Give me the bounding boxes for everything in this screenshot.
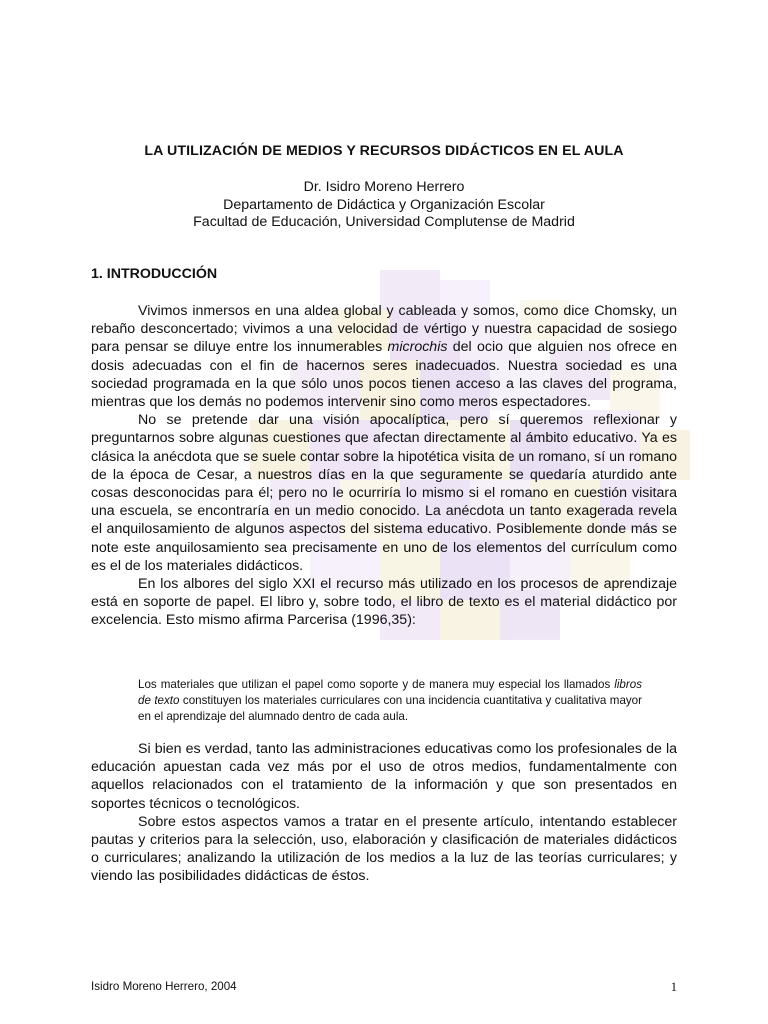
quote-part-b: constituyen los materiales curriculares con una incidencia cuantitativa y cualitativa mayor en el aprendizaje del alumnado dentro de cada aula.: [138, 693, 642, 723]
paragraph-5: Sobre estos aspectos vamos a tratar en el presente artículo, intentando establecer pautas y criterios para la selección, uso, elaboración y clasificación de materiales didácticos o curriculares; analizando la utilización de los medios a la luz de las teorías curriculares; y viendo las posibilidades didácticas de éstos.: [91, 813, 677, 885]
page-number: 1: [670, 980, 677, 994]
paragraph-1-emphasis: microchis: [387, 339, 448, 356]
paragraph-2: No se pretende dar una visión apocalíptica, pero sí queremos reflexionar y preguntarnos sobre algunas cuestiones que afectan directamente al ámbito educativo. Ya es clásica la anécdota que se suele contar sobre la hipotética visita de un romano, sí un romano de la época de Cesar, a nuestros días en la que seguramente se quedaría aturdido ante cosas desconocidas para él; pero no le ocurriría lo mismo si el romano en cuestión visitara una escuela, se encontraría en un medio conocido. La anécdota un tanto exagerada revela el anquilosamiento de algunos aspectos del sistema educativo. Posiblemente donde más se note este anquilosamiento sea precisamente en uno de los elementos del currículum como es el de los materiales didácticos.: [91, 412, 677, 574]
block-quote: [138, 677, 642, 724]
intro-body: [91, 302, 677, 630]
paragraph-1-part-b: del ocio que alguien nos ofrece en dosis adecuadas con el fin de hacernos seres inadecuados. Nuestra sociedad es una sociedad programada en la que sólo unos pocos tienen acceso a las claves del programa, mientras que los demás no podemos intervenir sino como meros espectadores.: [91, 339, 677, 411]
quote-emphasis: libros de texto: [138, 678, 642, 707]
section-heading: 1. INTRODUCCIÓN: [91, 266, 218, 282]
author-name: Dr. Isidro Moreno Herrero: [303, 179, 465, 195]
paragraph-1-part-a: Vivimos inmersos en una aldea global y cableada y somos, como dice Chomsky, un rebaño desconcertado; vivimos a una velocidad de vértigo y nuestra capacidad de sosiego para pensar se diluye entre los innumerables: [91, 303, 677, 356]
paragraph-3: En los albores del siglo XXI el recurso más utilizado en los procesos de aprendizaje está en soporte de papel. El libro y, sobre todo, el libro de texto es el material didáctico por excelencia. Esto mismo afirma Parcerisa (1996,35):: [91, 576, 677, 629]
quote-part-a: Los materiales que utilizan el papel como soporte y de manera muy especial los llamados: [138, 678, 615, 691]
document-title: LA UTILIZACIÓN DE MEDIOS Y RECURSOS DIDÁCTICOS EN EL AULA: [144, 143, 624, 159]
author-block: [0, 179, 768, 232]
quote-text: [138, 677, 642, 724]
paragraph-4: Si bien es verdad, tanto las administraciones educativas como los profesionales de la educación apuestan cada vez más por el uso de otros medios, fundamentalmente con aquellos relacionados con el tratamiento de la información y que son presentados en soportes técnicos o tecnológicos.: [91, 741, 677, 812]
footer-author: Isidro Moreno Herrero, 2004: [91, 980, 237, 993]
faculty-name: Facultad de Educación, Universidad Complutense de Madrid: [193, 214, 575, 230]
department-name: Departamento de Didáctica y Organización Escolar: [223, 196, 545, 213]
paragraph-1: [91, 302, 677, 411]
continuation-body: [91, 740, 677, 886]
